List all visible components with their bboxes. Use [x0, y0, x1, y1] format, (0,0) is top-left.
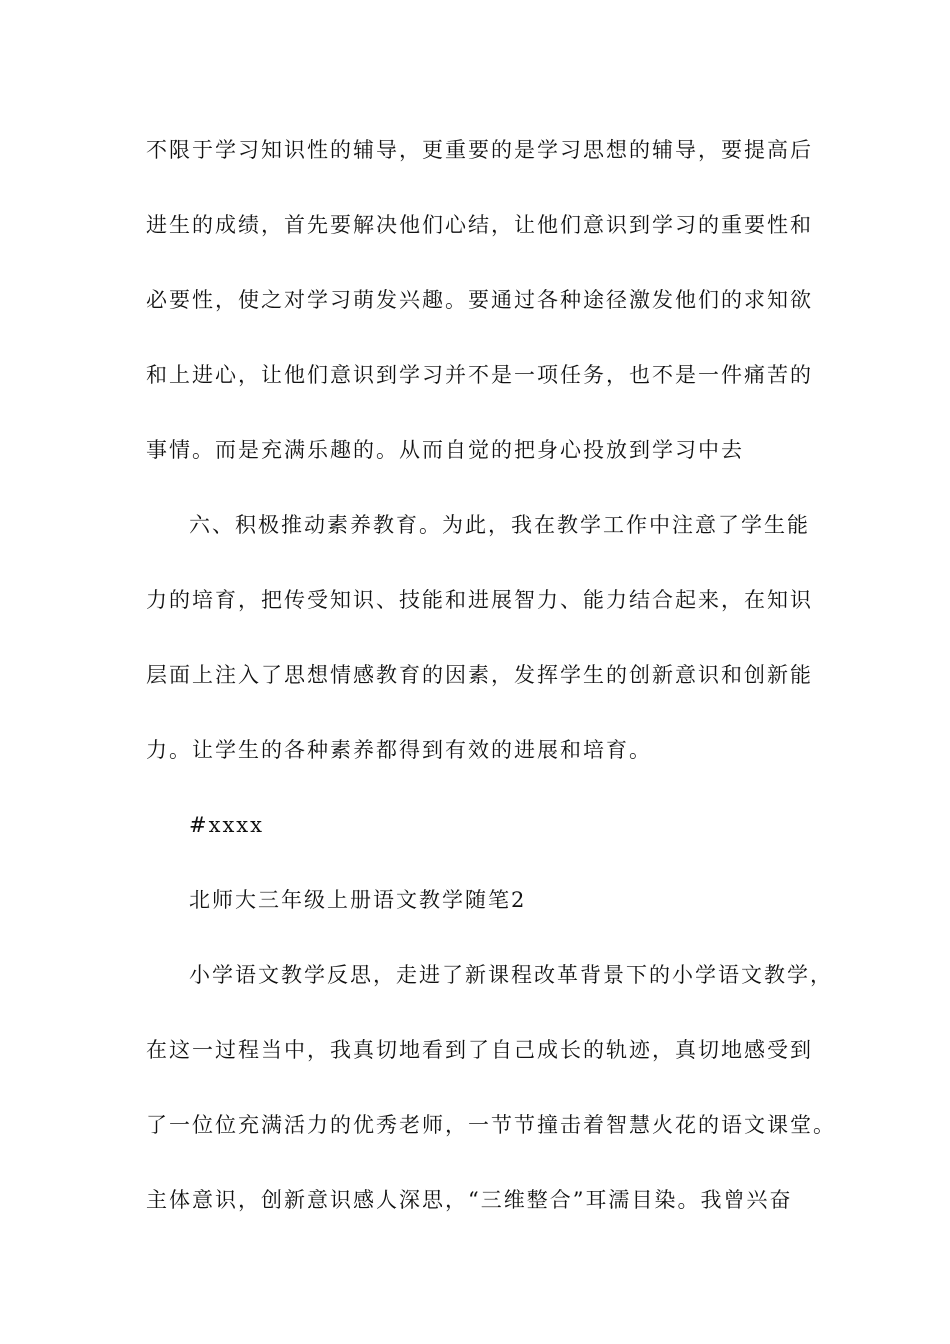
section-marker: #xxxx [189, 813, 264, 837]
paragraph-line-15: 主体意识，创新意识感人深思，“三维整合”耳濡目染。我曾兴奋 [146, 1188, 793, 1212]
paragraph-line-2: 进生的成绩，首先要解决他们心结，让他们意识到学习的重要性和 [146, 213, 813, 237]
paragraph-line-5: 事情。而是充满乐趣的。从而自觉的把身心投放到学习中去 [146, 438, 744, 462]
paragraph-line-13: 在这一过程当中，我真切地看到了自己成长的轨迹，真切地感受到 [146, 1038, 813, 1062]
paragraph-line-8: 层面上注入了思想情感教育的因素，发挥学生的创新意识和创新能 [146, 663, 813, 687]
paragraph-line-9: 力。让学生的各种素养都得到有效的进展和培育。 [146, 738, 652, 762]
paragraph-line-14: 了一位位充满活力的优秀老师，一节节撞击着智慧火花的语文课堂。 [146, 1113, 836, 1137]
paragraph-line-6: 六、积极推动素养教育。为此，我在教学工作中注意了学生能 [189, 513, 810, 537]
paragraph-line-7: 力的培育，把传受知识、技能和进展智力、能力结合起来，在知识 [146, 588, 813, 612]
paragraph-line-4: 和上进心，让他们意识到学习并不是一项任务，也不是一件痛苦的 [146, 363, 813, 387]
paragraph-line-3: 必要性，使之对学习萌发兴趣。要通过各种途径激发他们的求知欲 [146, 288, 813, 312]
paragraph-line-1: 不限于学习知识性的辅导，更重要的是学习思想的辅导，要提高后 [146, 138, 813, 162]
paragraph-line-12: 小学语文教学反思，走进了新课程改革背景下的小学语文教学， [189, 963, 833, 987]
section-title: 北师大三年级上册语文教学随笔2 [189, 888, 527, 912]
